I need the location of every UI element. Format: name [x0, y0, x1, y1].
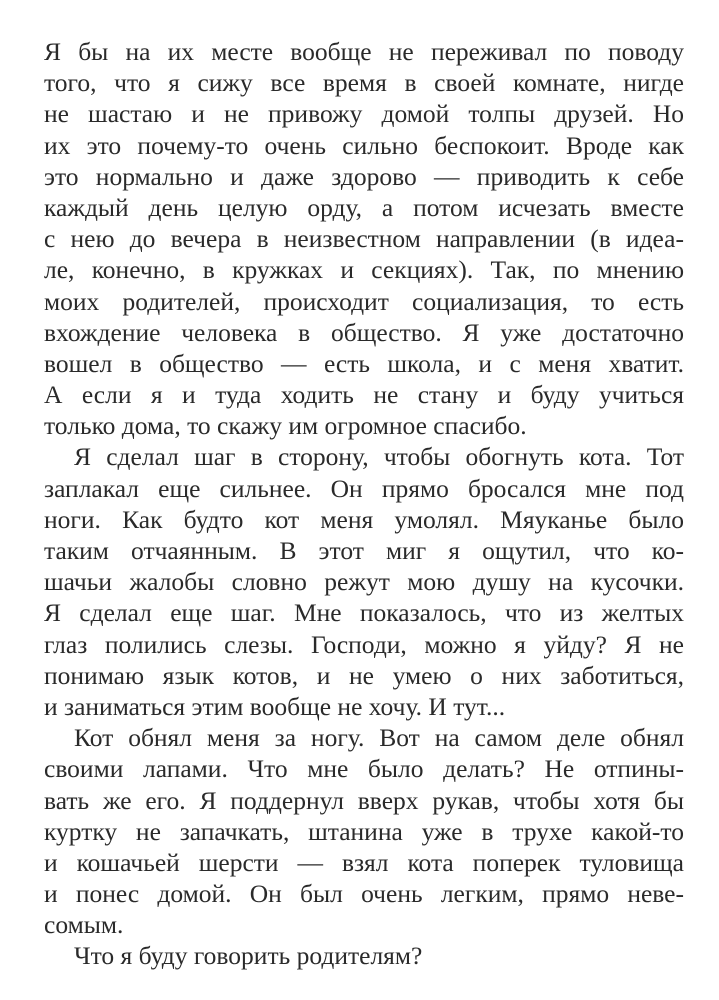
text-line: куртку не запачкать, штанина уже в трухе какой-то	[44, 816, 684, 846]
text-line: с нею до вечера в неизвестном направлении (в идеа-	[44, 224, 684, 254]
text-line: заплакал еще сильнее. Он прямо бросался мне под	[44, 473, 684, 503]
text-line: того, что я сижу все время в своей комнате, нигде	[44, 68, 684, 98]
text-line: и заниматься этим вообще не хочу. И тут...	[44, 691, 506, 721]
text-line: своими лапами. Что мне было делать? Не отпины-	[44, 754, 684, 784]
text-line: Я сделал шаг в сторону, чтобы обогнуть кота. Тот	[74, 442, 684, 472]
text-line: вхождение человека в общество. Я уже достаточно	[44, 317, 684, 347]
text-line: Кот обнял меня за ногу. Вот на самом деле обнял	[74, 723, 684, 753]
paragraph-2	[44, 441, 684, 722]
text-line: ле, конечно, в кружках и секциях). Так, по мнению	[44, 255, 684, 285]
text-line: ноги. Как будто кот меня умолял. Мяуканье было	[44, 504, 684, 534]
text-line: и кошачьей шерсти — взял кота поперек туловища	[44, 847, 684, 877]
text-line: А если я и туда ходить не стану и буду учиться	[44, 380, 684, 410]
text-line: вать же его. Я поддернул вверх рукав, чтобы хотя бы	[44, 785, 684, 815]
text-line: шачьи жалобы словно режут мою душу на кусочки.	[44, 567, 684, 597]
text-line: Я бы на их месте вообще не переживал по поводу	[44, 37, 684, 66]
text-line: только дома, то скажу им огромное спасибо.	[44, 411, 527, 441]
text-line: это нормально и даже здорово — приводить к себе	[44, 161, 684, 191]
text-line: таким отчаянным. В этот миг я ощутил, что ко-	[44, 536, 684, 565]
text-line: сомым.	[44, 910, 124, 940]
text-line: моих родителей, происходит социализация, то есть	[44, 286, 684, 316]
text-line: и понес домой. Он был очень легким, прямо неве-	[44, 879, 684, 909]
book-page	[44, 36, 684, 972]
text-line: Я сделал еще шаг. Мне показалось, что из желтых	[44, 598, 684, 628]
text-line: каждый день целую орду, а потом исчезать вместе	[44, 192, 684, 222]
text-line: вошел в общество — есть школа, и с меня хватит.	[44, 348, 684, 378]
text-line: понимаю язык котов, и не умею о них заботиться,	[44, 660, 684, 690]
paragraph-3	[44, 722, 684, 940]
text-line: не шастаю и не привожу домой толпы друзей. Но	[44, 99, 684, 129]
paragraph-4	[44, 940, 684, 971]
text-line: их это почему-то очень сильно беспокоит. Вроде как	[44, 130, 684, 160]
text-line: Что я буду говорить родителям?	[74, 941, 423, 971]
paragraph-1	[44, 36, 684, 441]
text-line: глаз полились слезы. Господи, можно я уйду? Я не	[44, 629, 684, 659]
